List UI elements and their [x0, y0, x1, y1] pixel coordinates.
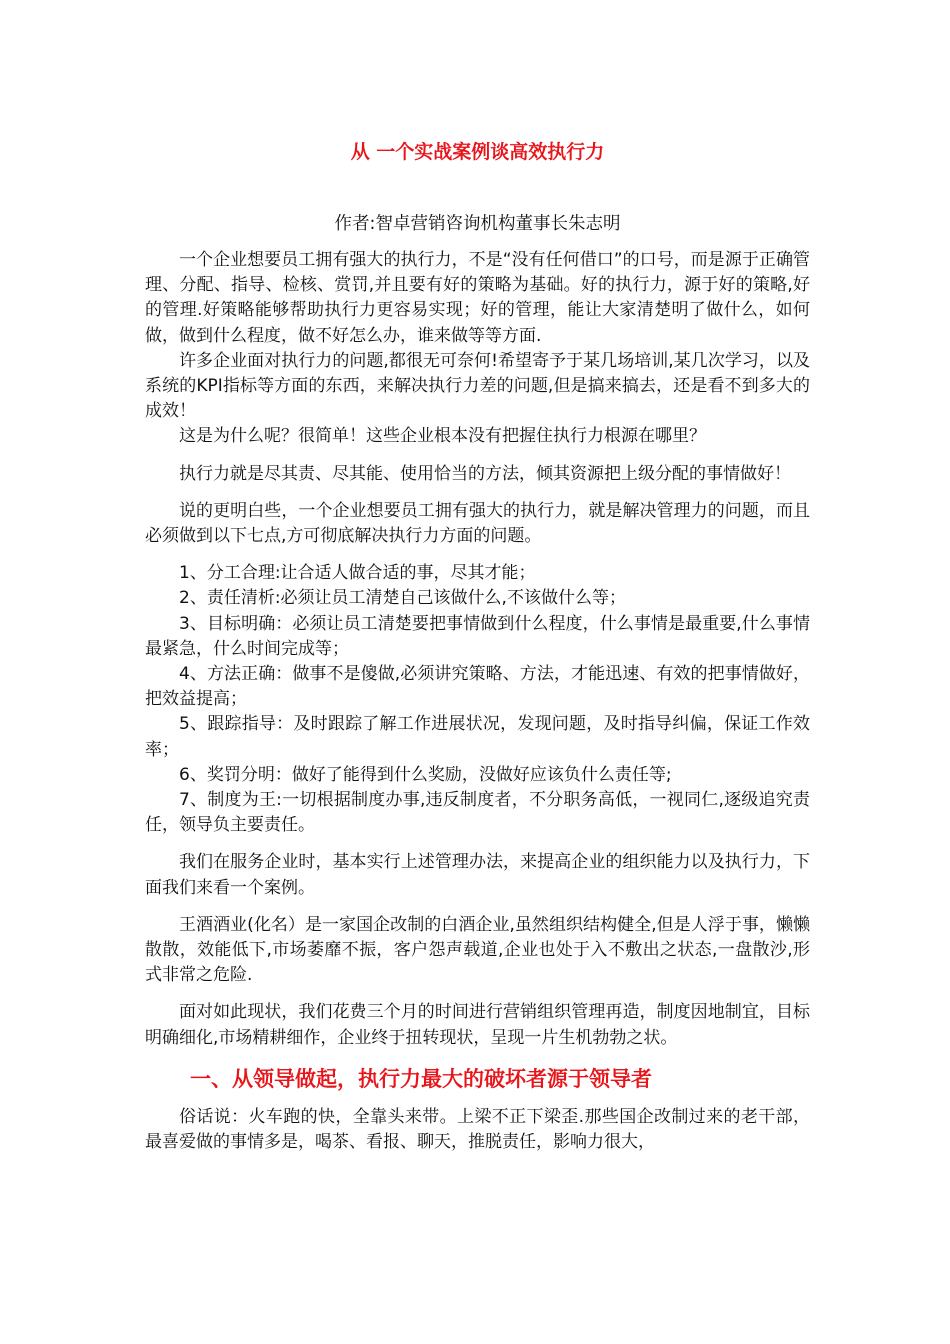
- list-item-point-3: 3、目标明确：必须让员工清楚要把事情做到什么程度，什么事情是最重要,什么事情最紧急，什么时间完成等；: [145, 613, 810, 659]
- list-item-point-2: 2、责任清析:必须让员工清楚自己该做什么,不该做什么等；: [179, 588, 626, 609]
- seven-points-list: [145, 561, 810, 838]
- service-paragraph: 我们在服务企业时，基本实行上述管理办法，来提高企业的组织能力以及执行力，下面我们来看一个案例。: [145, 852, 810, 898]
- list-item-point-1: 1、分工合理:让合适人做合适的事，尽其才能；: [179, 563, 536, 584]
- proverb-paragraph: 俗话说：火车跑的快，全靠头来带。上梁不正下梁歪.那些国企改制过来的老干部，最喜爱做的事情多是，喝茶、看报、聊天，推脱责任，影响力很大，: [145, 1106, 810, 1153]
- intro-paragraph-3: 这是为什么呢？很简单！这些企业根本没有把握住执行力根源在哪里？: [179, 426, 706, 447]
- list-item-point-7: 7、制度为王:一切根据制度办事,违反制度者，不分职务高低，一视同仁,逐级追究责任，领导负主要责任。: [145, 790, 810, 836]
- list-item-point-5: 5、跟踪指导：及时跟踪了解工作进展状况，发现问题，及时指导纠偏，保证工作效率；: [145, 714, 810, 760]
- section-heading-1: 一、从领导做起，执行力最大的破坏者源于领导者: [190, 1066, 652, 1091]
- list-item-point-4: 4、方法正确：做事不是傻做,必须讲究策略、方法，才能迅速、有效的把事情做好，把效益提高；: [145, 664, 810, 710]
- case-paragraph: 王酒酒业(化名）是一家国企改制的白酒企业,虽然组织结构健全,但是人浮于事，懒懒散散，效能低下,市场萎靡不振，客户怨声载道,企业也处于入不敷出之状态,一盘散沙,形式非常之危险.: [145, 914, 810, 986]
- turnaround-paragraph: 面对如此现状，我们花费三个月的时间进行营销组织管理再造，制度因地制宜，目标明确细化,市场精耕细作，企业终于扭转现状，呈现一片生机勃勃之状。: [145, 1002, 810, 1048]
- definition-paragraph: 执行力就是尽其责、尽其能、使用恰当的方法，倾其资源把上级分配的事情做好！: [179, 463, 791, 484]
- document-title: 从 一个实战案例谈高效执行力: [350, 141, 605, 163]
- list-item-point-6: 6、奖罚分明：做好了能得到什么奖励，没做好应该负什么责任等;: [179, 764, 672, 785]
- intro-paragraph-1: 一个企业想要员工拥有强大的执行力，不是“没有任何借口”的口号，而是源于正确管理、分配、指导、检核、赏罚,并且要有好的策略为基础。好的执行力，源于好的策略,好的管理.好策略能够帮助执行力更容易实现；好的管理，能让大家清楚明了做什么，如何做，做到什么程度，做不好怎么办，谁来做等等方面.: [145, 250, 810, 346]
- document-body: [145, 248, 810, 1155]
- seven-points-intro-paragraph: 说的更明白些，一个企业想要员工拥有强大的执行力，就是解决管理力的问题，而且必须做到以下七点,方可彻底解决执行力方面的问题。: [145, 500, 810, 547]
- author-line: 作者:智卓营销咨询机构董事长朱志明: [334, 214, 621, 234]
- intro-paragraph-2: 许多企业面对执行力的问题,都很无可奈何!希望寄予于某几场培训,某几次学习，以及系统的KPI指标等方面的东西，来解决执行力差的问题,但是搞来搞去，还是看不到多大的成效！: [145, 350, 810, 422]
